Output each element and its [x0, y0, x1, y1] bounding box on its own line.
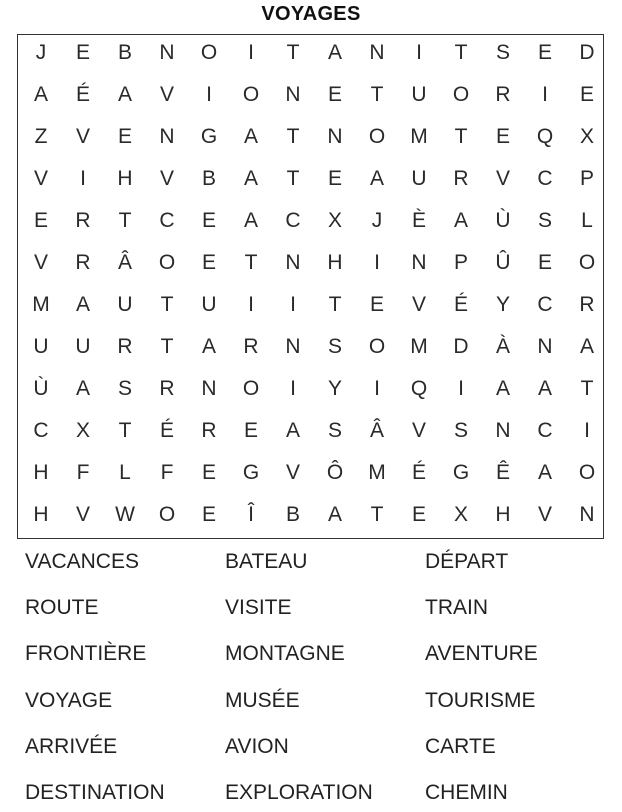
grid-cell[interactable]: V — [75, 125, 90, 148]
grid-cell[interactable]: V — [411, 419, 426, 442]
grid-cell[interactable]: E — [411, 503, 426, 526]
grid-cell[interactable]: A — [117, 83, 132, 106]
grid-cell[interactable]: A — [243, 209, 258, 232]
grid-cell[interactable]: J — [371, 209, 383, 232]
word-list-item: CHEMIN — [425, 781, 508, 804]
grid-cell[interactable]: I — [584, 419, 590, 442]
grid-cell[interactable]: T — [244, 251, 258, 274]
grid-cell[interactable]: R — [243, 335, 259, 358]
grid-cell[interactable]: S — [327, 419, 342, 442]
grid-cell[interactable]: O — [200, 41, 218, 64]
grid-cell[interactable]: E — [75, 41, 90, 64]
grid-cell[interactable]: D — [579, 41, 595, 64]
grid-cell[interactable]: C — [537, 293, 553, 316]
grid-row — [18, 200, 603, 242]
grid-cell[interactable]: H — [117, 167, 133, 190]
grid-cell[interactable]: O — [368, 125, 386, 148]
grid-cell[interactable]: N — [285, 251, 301, 274]
grid-cell[interactable]: S — [327, 335, 342, 358]
grid-cell[interactable]: I — [416, 41, 422, 64]
grid-row — [18, 242, 603, 284]
grid-cell[interactable]: E — [33, 209, 48, 232]
grid-cell[interactable]: Ô — [326, 461, 344, 484]
grid-cell[interactable]: H — [33, 503, 49, 526]
grid-row — [18, 158, 603, 200]
grid-cell[interactable]: N — [369, 41, 385, 64]
grid-cell[interactable]: V — [285, 461, 300, 484]
grid-cell[interactable]: E — [243, 419, 258, 442]
word-list-item: FRONTIÈRE — [25, 642, 147, 665]
grid-cell[interactable]: A — [201, 335, 216, 358]
grid-cell[interactable]: H — [327, 251, 343, 274]
grid-cell[interactable]: L — [119, 461, 131, 484]
word-list-item: TOURISME — [425, 689, 536, 712]
grid-cell[interactable]: I — [80, 167, 86, 190]
grid-cell[interactable]: G — [242, 461, 260, 484]
grid-cell[interactable]: T — [286, 125, 300, 148]
grid-cell[interactable]: V — [75, 503, 90, 526]
grid-cell[interactable]: X — [327, 209, 342, 232]
grid-cell[interactable]: Ù — [33, 377, 49, 400]
grid-cell[interactable]: E — [327, 83, 342, 106]
grid-cell[interactable]: N — [327, 125, 343, 148]
grid-cell[interactable]: S — [117, 377, 132, 400]
grid-cell[interactable]: N — [537, 335, 553, 358]
grid-cell[interactable]: B — [285, 503, 300, 526]
word-list-item: VISITE — [225, 596, 292, 619]
word-list-item: VACANCES — [25, 550, 139, 573]
grid-row — [18, 326, 603, 368]
grid-cell[interactable]: M — [368, 461, 386, 484]
grid-cell[interactable]: A — [495, 377, 510, 400]
grid-cell[interactable]: I — [290, 377, 296, 400]
grid-cell[interactable]: I — [374, 377, 380, 400]
grid-cell[interactable]: E — [327, 167, 342, 190]
grid-cell[interactable]: R — [453, 167, 469, 190]
word-list-item: AVENTURE — [425, 642, 538, 665]
grid-cell[interactable]: N — [579, 503, 595, 526]
word-list-item: EXPLORATION — [225, 781, 373, 804]
grid-cell[interactable]: Y — [327, 377, 342, 400]
word-list-item: VOYAGE — [25, 689, 113, 712]
grid-cell[interactable]: Ê — [495, 461, 510, 484]
grid-cell[interactable]: R — [75, 251, 91, 274]
grid-cell[interactable]: A — [579, 335, 594, 358]
grid-cell[interactable]: T — [454, 125, 468, 148]
grid-cell[interactable]: Â — [117, 251, 132, 274]
grid-cell[interactable]: G — [200, 125, 218, 148]
grid-cell[interactable]: É — [75, 83, 90, 106]
grid-row — [18, 284, 603, 326]
grid-cell[interactable]: Î — [248, 503, 254, 526]
grid-cell[interactable]: P — [453, 251, 468, 274]
grid-cell[interactable]: M — [410, 335, 428, 358]
grid-cell[interactable]: S — [537, 209, 552, 232]
grid-cell[interactable]: T — [454, 41, 468, 64]
grid-cell[interactable]: O — [578, 251, 596, 274]
grid-cell[interactable]: O — [368, 335, 386, 358]
grid-cell[interactable]: I — [458, 377, 464, 400]
word-list-item: MONTAGNE — [225, 642, 345, 665]
grid-cell[interactable]: I — [248, 293, 254, 316]
grid-cell[interactable]: R — [117, 335, 133, 358]
grid-cell[interactable]: I — [248, 41, 254, 64]
grid-cell[interactable]: A — [33, 83, 48, 106]
grid-cell[interactable]: H — [495, 503, 511, 526]
grid-cell[interactable]: A — [453, 209, 468, 232]
grid-cell[interactable]: À — [495, 335, 510, 358]
grid-cell[interactable]: A — [243, 167, 258, 190]
grid-cell[interactable]: W — [115, 503, 135, 526]
grid-cell[interactable]: O — [158, 503, 176, 526]
grid-cell[interactable]: É — [453, 293, 468, 316]
grid-cell[interactable]: J — [35, 41, 47, 64]
grid-cell[interactable]: E — [201, 251, 216, 274]
grid-cell[interactable]: V — [495, 167, 510, 190]
grid-cell[interactable]: S — [453, 419, 468, 442]
grid-cell[interactable]: Û — [495, 251, 511, 274]
grid-cell[interactable]: I — [542, 83, 548, 106]
grid-cell[interactable]: D — [453, 335, 469, 358]
grid-cell[interactable]: V — [159, 167, 174, 190]
grid-cell[interactable]: A — [327, 503, 342, 526]
grid-cell[interactable]: V — [159, 83, 174, 106]
grid-cell[interactable]: A — [537, 461, 552, 484]
grid-cell[interactable]: I — [206, 83, 212, 106]
grid-cell[interactable]: A — [285, 419, 300, 442]
grid-cell[interactable]: X — [579, 125, 594, 148]
word-list-item: DESTINATION — [25, 781, 165, 804]
grid-row — [18, 32, 603, 74]
grid-cell[interactable]: M — [410, 125, 428, 148]
grid-cell[interactable]: N — [159, 41, 175, 64]
word-list-item: DÉPART — [425, 550, 509, 573]
grid-cell[interactable]: U — [411, 83, 427, 106]
grid-cell[interactable]: H — [33, 461, 49, 484]
grid-cell[interactable]: X — [453, 503, 468, 526]
grid-cell[interactable]: E — [201, 461, 216, 484]
word-list-item: ROUTE — [25, 596, 99, 619]
grid-row — [18, 116, 603, 158]
word-list-item: TRAIN — [425, 596, 488, 619]
grid-cell[interactable]: N — [159, 125, 175, 148]
grid-cell[interactable]: U — [33, 335, 49, 358]
grid-cell[interactable]: U — [411, 167, 427, 190]
grid-cell[interactable]: R — [159, 377, 175, 400]
grid-cell[interactable]: T — [118, 419, 132, 442]
grid-cell[interactable]: O — [452, 83, 470, 106]
grid-cell[interactable]: Q — [410, 377, 428, 400]
grid-cell[interactable]: Â — [369, 419, 384, 442]
grid-cell[interactable]: C — [285, 209, 301, 232]
grid-cell[interactable]: Y — [495, 293, 510, 316]
grid-cell[interactable]: M — [32, 293, 50, 316]
grid-cell[interactable]: A — [243, 125, 258, 148]
grid-cell[interactable]: N — [495, 419, 511, 442]
grid-cell[interactable]: A — [75, 377, 90, 400]
grid-cell[interactable]: R — [201, 419, 217, 442]
grid-cell[interactable]: E — [495, 125, 510, 148]
grid-cell[interactable]: T — [286, 41, 300, 64]
grid-cell[interactable]: Z — [34, 125, 48, 148]
word-list-item: ARRIVÉE — [25, 735, 118, 758]
grid-cell[interactable]: E — [117, 125, 132, 148]
word-list-item: AVION — [225, 735, 289, 758]
grid-cell[interactable]: E — [579, 83, 594, 106]
grid-cell[interactable]: C — [537, 419, 553, 442]
grid-cell[interactable]: T — [580, 377, 594, 400]
grid-cell[interactable]: T — [160, 293, 174, 316]
grid-cell[interactable]: E — [537, 251, 552, 274]
grid-cell[interactable]: N — [285, 335, 301, 358]
grid-cell[interactable]: V — [33, 167, 48, 190]
grid-cell[interactable]: V — [537, 503, 552, 526]
grid-cell[interactable]: Q — [536, 125, 554, 148]
grid-cell[interactable]: U — [117, 293, 133, 316]
grid-cell[interactable]: V — [33, 251, 48, 274]
grid-cell[interactable]: F — [76, 461, 90, 484]
grid-cell[interactable]: C — [33, 419, 49, 442]
grid-cell[interactable]: N — [201, 377, 217, 400]
grid-cell[interactable]: A — [327, 41, 342, 64]
grid-cell[interactable]: É — [411, 461, 426, 484]
grid-cell[interactable]: T — [370, 503, 384, 526]
grid-cell[interactable]: T — [160, 335, 174, 358]
grid-cell[interactable]: B — [201, 167, 216, 190]
grid-cell[interactable]: N — [285, 83, 301, 106]
grid-cell[interactable]: B — [117, 41, 132, 64]
grid-cell[interactable]: I — [374, 251, 380, 274]
grid-cell[interactable]: T — [370, 83, 384, 106]
grid-cell[interactable]: C — [159, 209, 175, 232]
letter-grid[interactable] — [17, 34, 604, 539]
grid-cell[interactable]: T — [118, 209, 132, 232]
grid-cell[interactable]: L — [581, 209, 593, 232]
grid-cell[interactable]: G — [452, 461, 470, 484]
grid-cell[interactable]: R — [495, 83, 511, 106]
grid-cell[interactable]: T — [328, 293, 342, 316]
grid-cell[interactable]: O — [242, 83, 260, 106]
grid-cell[interactable]: É — [159, 419, 174, 442]
word-list-item: CARTE — [425, 735, 496, 758]
word-list-item: BATEAU — [225, 550, 308, 573]
grid-cell[interactable]: T — [286, 167, 300, 190]
grid-cell[interactable]: A — [537, 377, 552, 400]
grid-cell[interactable]: È — [411, 209, 426, 232]
grid-cell[interactable]: F — [160, 461, 174, 484]
grid-row — [18, 368, 603, 410]
grid-cell[interactable]: O — [242, 377, 260, 400]
grid-cell[interactable]: V — [411, 293, 426, 316]
grid-cell[interactable]: C — [537, 167, 553, 190]
grid-row — [18, 410, 603, 452]
grid-cell[interactable]: I — [290, 293, 296, 316]
grid-cell[interactable]: S — [495, 41, 510, 64]
puzzle-title: VOYAGES — [261, 3, 361, 25]
grid-cell[interactable]: N — [411, 251, 427, 274]
grid-cell[interactable]: E — [201, 503, 216, 526]
word-list-item: MUSÉE — [225, 689, 300, 712]
grid-cell[interactable]: E — [537, 41, 552, 64]
grid-cell[interactable]: R — [579, 293, 595, 316]
grid-row — [18, 494, 603, 536]
grid-cell[interactable]: R — [75, 209, 91, 232]
grid-row — [18, 452, 603, 494]
grid-cell[interactable]: A — [369, 167, 384, 190]
grid-cell[interactable]: P — [579, 167, 594, 190]
grid-cell[interactable]: X — [75, 419, 90, 442]
grid-cell[interactable]: U — [75, 335, 91, 358]
grid-cell[interactable]: U — [201, 293, 217, 316]
grid-cell[interactable]: E — [369, 293, 384, 316]
grid-cell[interactable]: O — [158, 251, 176, 274]
grid-cell[interactable]: A — [75, 293, 90, 316]
grid-row — [18, 74, 603, 116]
grid-cell[interactable]: O — [578, 461, 596, 484]
grid-cell[interactable]: E — [201, 209, 216, 232]
grid-cell[interactable]: Ù — [495, 209, 511, 232]
